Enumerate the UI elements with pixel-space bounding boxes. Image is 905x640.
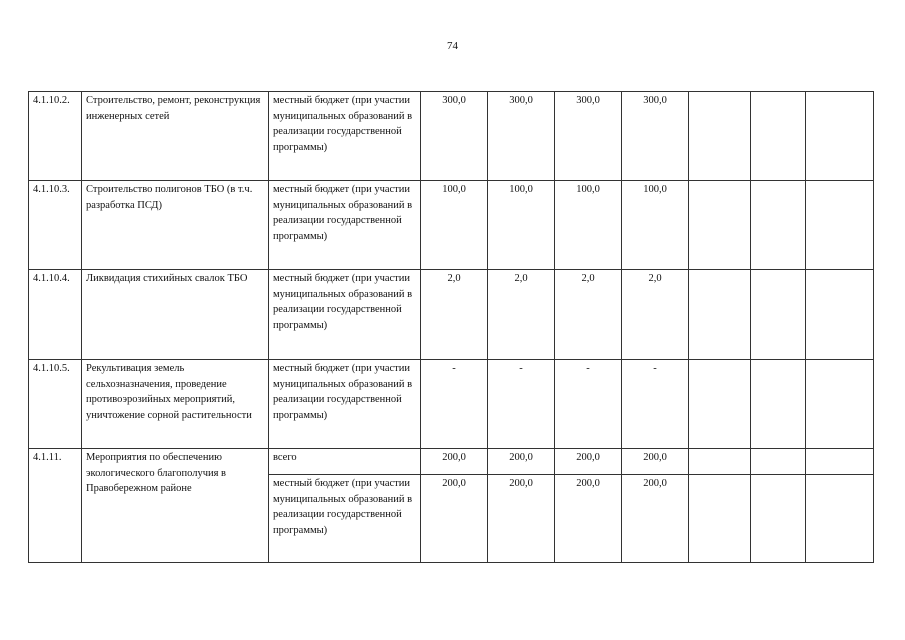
page-number: 74 [447,40,458,52]
row-source: местный бюджет (при участии муниципальных образований в реализации государственной программы) [269,181,421,270]
row-source: местный бюджет (при участии муниципальных образований в реализации государственной программы) [269,270,421,360]
row-value: 200,0 [488,449,555,475]
row-value: - [488,360,555,449]
row-value [689,449,751,475]
row-name: Строительство, ремонт, реконструкция инженерных сетей [82,92,269,181]
row-value [806,449,874,475]
row-value [689,360,751,449]
row-value [751,270,806,360]
table-row [29,270,874,360]
row-code: 4.1.11. [29,449,82,563]
row-value: 200,0 [421,449,488,475]
row-value [689,475,751,563]
row-value: 2,0 [622,270,689,360]
row-value [689,181,751,270]
row-name: Мероприятия по обеспечению экологического благополучия в Правобережном районе [82,449,269,563]
row-value: 100,0 [555,181,622,270]
row-value [806,270,874,360]
row-value: 200,0 [622,449,689,475]
row-code: 4.1.10.4. [29,270,82,360]
row-value: 300,0 [622,92,689,181]
row-value [806,92,874,181]
row-value: - [421,360,488,449]
row-value: 200,0 [622,475,689,563]
row-name: Рекультивация земель сельхозназначения, проведение противоэрозийных мероприятий, уничтожение сорной растительности [82,360,269,449]
table-row [29,92,874,181]
row-source: местный бюджет (при участии муниципальных образований в реализации государственной программы) [269,360,421,449]
row-source: местный бюджет (при участии муниципальных образований в реализации государственной программы) [269,475,421,563]
row-value [751,449,806,475]
row-value: 200,0 [488,475,555,563]
row-value: 100,0 [488,181,555,270]
row-value: 2,0 [421,270,488,360]
row-source: всего [269,449,421,475]
row-value [751,475,806,563]
budget-table [28,91,874,563]
row-value: 2,0 [555,270,622,360]
row-value: 2,0 [488,270,555,360]
row-value [751,92,806,181]
row-value: 100,0 [421,181,488,270]
row-value [689,270,751,360]
row-value: 300,0 [488,92,555,181]
table-row-group-total [29,449,874,475]
row-value [806,475,874,563]
row-value: - [555,360,622,449]
row-name: Строительство полигонов ТБО (в т.ч. разработка ПСД) [82,181,269,270]
row-code: 4.1.10.3. [29,181,82,270]
row-value [806,181,874,270]
row-value: 300,0 [555,92,622,181]
row-value: 200,0 [421,475,488,563]
row-value: - [622,360,689,449]
row-value: 200,0 [555,475,622,563]
row-value: 200,0 [555,449,622,475]
table-row [29,181,874,270]
row-value [751,360,806,449]
row-value: 300,0 [421,92,488,181]
row-value: 100,0 [622,181,689,270]
row-source: местный бюджет (при участии муниципальных образований в реализации государственной программы) [269,92,421,181]
row-value [751,181,806,270]
row-value [806,360,874,449]
row-value [689,92,751,181]
row-code: 4.1.10.2. [29,92,82,181]
row-code: 4.1.10.5. [29,360,82,449]
table-row [29,360,874,449]
row-name: Ликвидация стихийных свалок ТБО [82,270,269,360]
